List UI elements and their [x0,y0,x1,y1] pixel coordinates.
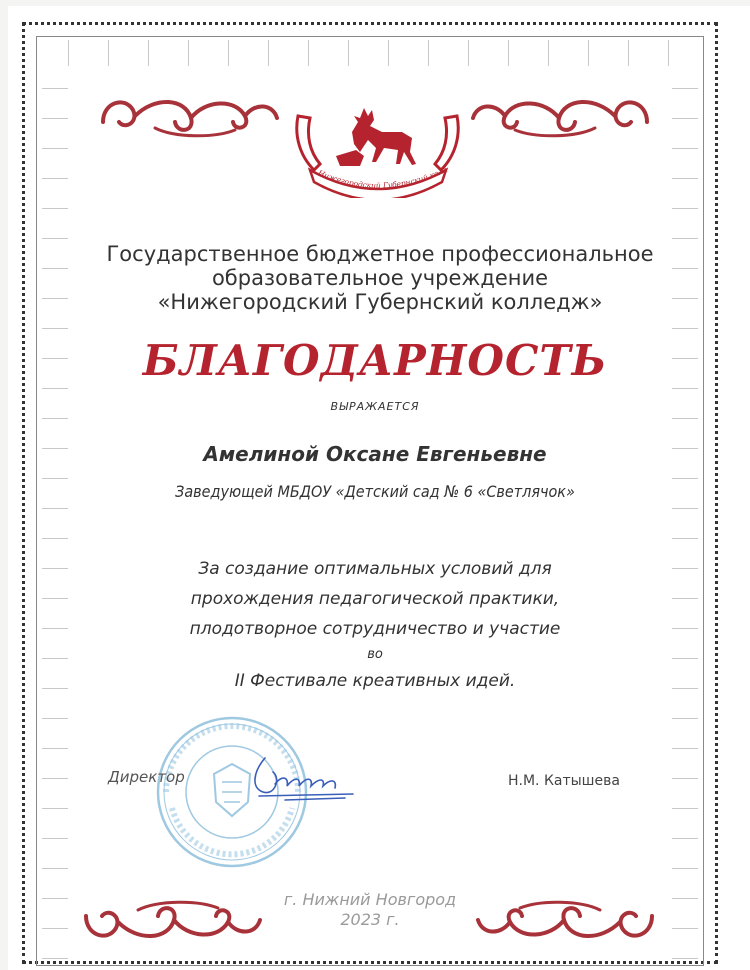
recipient-position: Заведующей МБДОУ «Детский сад № 6 «Светлячок» [175,482,575,501]
institution-line-1: Государственное бюджетное профессиональное [106,242,654,266]
issue-city: г. Нижний Новгород [283,890,457,909]
director-signature [245,748,360,806]
flourish-top-left-ornament [95,88,285,140]
award-reason [110,554,640,696]
certificate-title: БЛАГОДАРНОСТЬ [142,336,608,385]
flourish-bottom-right-ornament [470,898,660,950]
ornamental-frame-top [42,40,698,66]
ornamental-frame-right [672,70,698,965]
expresses-label: ВЫРАЖАЕТСЯ [330,400,420,413]
reason-line-5: II Фестивале креативных идей. [234,671,516,691]
flourish-top-right-ornament [465,88,655,140]
flourish-bottom-left-ornament [78,898,268,950]
director-label: Директор [108,768,185,786]
institution-line-2: образовательное учреждение [211,266,549,290]
director-name: Н.М. Катышева [508,773,620,789]
reason-line-2: прохождения педагогической практики, [190,589,560,609]
institution-name [80,242,680,314]
reason-line-3: плодотворное сотрудничество и участие [189,619,561,639]
recipient-name: Амелиной Оксане Евгеньевне [203,442,547,466]
reason-line-1: За создание оптимальных условий для [198,559,552,579]
college-logo [290,86,465,198]
institution-line-3: «Нижегородский Губернский колледж» [157,290,603,314]
issue-year: 2023 г. [340,910,400,929]
logo-ribbon-text: Нижегородский Губернский колл [316,164,449,191]
reason-line-4: во [367,647,383,662]
ornamental-frame-left [42,70,68,965]
